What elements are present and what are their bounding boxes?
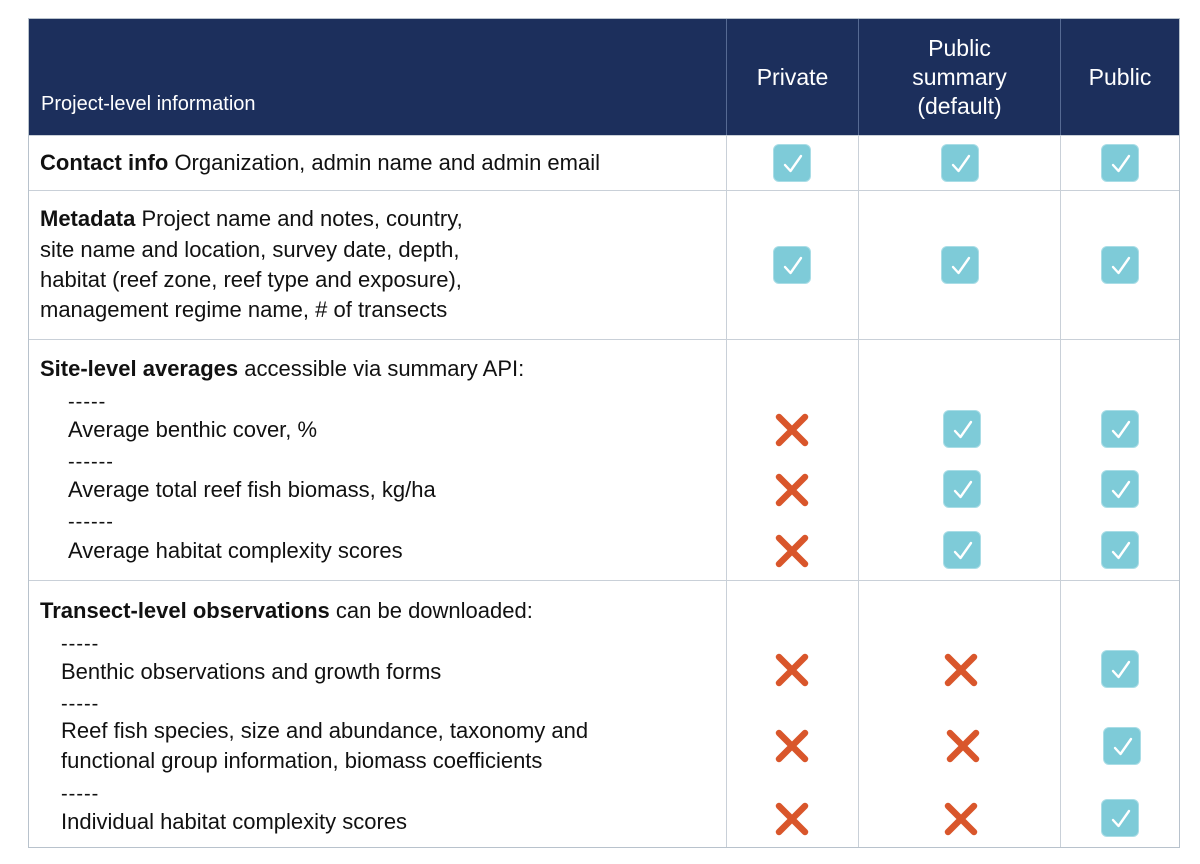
checkbox-checked-icon <box>1101 410 1139 448</box>
row-description: Organization, admin name and admin email <box>168 150 601 175</box>
checkbox-checked-icon <box>1101 799 1139 837</box>
checkbox-checked-icon <box>1101 650 1139 688</box>
row-title: Metadata <box>40 206 136 231</box>
separator: ----- <box>61 693 100 715</box>
cross-icon <box>772 799 812 839</box>
header-public-cell <box>1060 19 1179 135</box>
cross-icon <box>772 410 812 450</box>
table-row-metadata <box>29 190 1179 339</box>
checkbox-checked-icon <box>943 410 981 448</box>
separator: ------ <box>68 451 114 473</box>
checkbox-checked-icon <box>773 144 811 182</box>
list-item: Individual habitat complexity scores <box>61 809 408 834</box>
header-public-summary-line3: (default) <box>917 92 1002 119</box>
table-header <box>29 19 1179 135</box>
checkbox-checked-icon <box>1101 470 1139 508</box>
row-description: accessible via summary API: <box>238 356 525 381</box>
checkbox-checked-icon <box>943 470 981 508</box>
separator: ------ <box>68 511 114 533</box>
separator: ----- <box>68 391 107 413</box>
checkbox-checked-icon <box>1101 246 1139 284</box>
separator: ----- <box>61 783 100 805</box>
list-item: Benthic observations and growth forms <box>61 659 442 684</box>
row-description: habitat (reef zone, reef type and exposure), <box>40 267 462 292</box>
table-row-contact-info <box>29 135 1179 190</box>
cross-icon <box>943 726 983 766</box>
header-private-cell <box>726 19 858 135</box>
cross-icon <box>941 799 981 839</box>
checkbox-checked-icon <box>1103 727 1141 765</box>
table-row-site-level-averages <box>29 339 1179 580</box>
header-public-summary-line1: Public <box>928 34 991 61</box>
header-project-cell <box>29 19 726 135</box>
checkbox-checked-icon <box>773 246 811 284</box>
row-description: can be downloaded: <box>329 598 533 623</box>
separator: ----- <box>61 633 100 655</box>
list-item: Reef fish species, size and abundance, taxonomy and <box>61 718 589 743</box>
list-item: Average habitat complexity scores <box>68 538 403 563</box>
row-title: Site-level averages <box>40 356 239 381</box>
cross-icon <box>772 470 812 510</box>
row-description: Project name and notes, country, <box>135 206 463 231</box>
header-public-summary-line2: summary <box>912 63 1007 90</box>
checkbox-checked-icon <box>941 246 979 284</box>
table-row-transect-level-observations <box>29 580 1179 848</box>
cross-icon <box>772 531 812 571</box>
cross-icon <box>772 650 812 690</box>
list-item: Average benthic cover, % <box>68 417 318 442</box>
list-item: Average total reef fish biomass, kg/ha <box>68 477 436 502</box>
cross-icon <box>772 726 812 766</box>
row-description: management regime name, # of transects <box>40 297 448 322</box>
row-title: Transect-level observations <box>40 598 330 623</box>
row-title: Contact info <box>40 150 169 175</box>
row-description: site name and location, survey date, depth, <box>40 237 460 262</box>
list-item: functional group information, biomass coefficients <box>61 748 543 773</box>
checkbox-checked-icon <box>1101 144 1139 182</box>
cross-icon <box>941 650 981 690</box>
header-project-label: Project-level information <box>41 93 256 115</box>
header-private-label: Private <box>756 63 829 90</box>
checkbox-checked-icon <box>1101 531 1139 569</box>
access-levels-table <box>28 18 1180 848</box>
header-public-summary-cell <box>858 19 1060 135</box>
header-public-label: Public <box>1088 63 1152 90</box>
checkbox-checked-icon <box>941 144 979 182</box>
checkbox-checked-icon <box>943 531 981 569</box>
